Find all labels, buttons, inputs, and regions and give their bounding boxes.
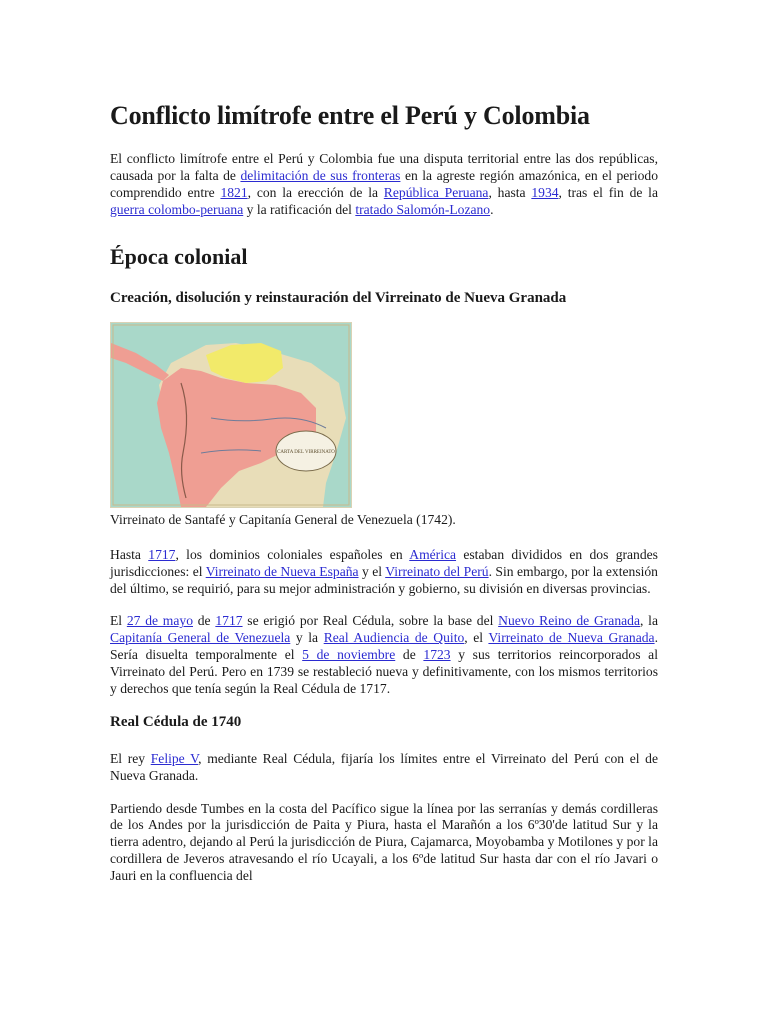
link-virreinato-nueva-granada[interactable]: Virreinato de Nueva Granada [488,630,655,646]
text-run: y el [358,563,386,579]
map-caption: Virreinato de Santafé y Capitanía General de Venezuela (1742). [110,512,456,528]
link-nuevo-reino-de-granada[interactable]: Nuevo Reino de Granada [498,613,641,629]
subsection-heading-real-cedula-1740: Real Cédula de 1740 [110,714,242,731]
text-run: , los dominios coloniales españoles en [175,547,410,563]
text-run: , el [464,630,489,646]
text-run: El conflicto limítrofe entre el Perú y Colombia fue una disputa territorial entre las dos repúblicas, causada por la falta de [110,151,658,183]
link-1934[interactable]: 1934 [531,184,559,200]
link-1723[interactable]: 1723 [423,647,451,663]
page-title: Conflicto limítrofe entre el Perú y Colombia [110,101,590,130]
section-heading-epoca-colonial: Época colonial [110,244,248,270]
text-run: , la [640,613,658,629]
paragraph-27-de-mayo [110,613,658,697]
link-america[interactable]: América [409,547,457,563]
link-1717[interactable]: 1717 [148,547,176,563]
text-run: . Sería disuelta temporalmente el [110,630,658,663]
paragraph-felipe-v [110,751,658,785]
text-run: El [110,613,127,629]
text-run: Hasta [110,547,149,563]
subsection-heading-virreinato: Creación, disolución y reinstauración del Virreinato de Nueva Granada [110,289,567,306]
text-run: , hasta [488,184,532,200]
link-tratado-salomon-lozano[interactable]: tratado Salomón-Lozano [355,201,491,217]
map-figure [110,322,658,529]
text-run: y sus territorios reincorporados al Virreinato del Perú. Pero en 1739 se restableció nueva y definitivamente, con los mismos territorios y derechos que tenía según la Real Cédula de 1717. [110,647,658,696]
link-virreinato-del-peru[interactable]: Virreinato del Perú [385,563,489,579]
paragraph-hasta-1717 [110,547,658,597]
text-run: . [490,201,494,217]
document-page [110,100,658,901]
text-run: en la agreste región amazónica, en el periodo comprendido entre [110,167,658,200]
link-guerra-colombo-peruana[interactable]: guerra colombo-peruana [110,201,244,217]
link-delimitacion[interactable]: delimitación de sus fronteras [240,167,401,183]
text-run: estaban divididos en dos grandes jurisdicciones: el [110,547,658,579]
link-virreinato-nueva-espana[interactable]: Virreinato de Nueva España [205,563,359,579]
text-run: se erigió por Real Cédula, sobre la base del [242,613,499,629]
link-felipe-v[interactable]: Felipe V [150,750,199,766]
link-5-de-noviembre[interactable]: 5 de noviembre [302,647,396,663]
text-run: y la [290,630,324,646]
link-capitania-general-venezuela[interactable]: Capitanía General de Venezuela [110,630,291,646]
text-run: El rey [110,750,151,766]
link-1821[interactable]: 1821 [220,184,248,200]
link-1717-b[interactable]: 1717 [215,613,243,629]
intro-paragraph [110,151,658,218]
text-run: . Sin embargo, por la extensión del último, se requirió, para su mejor administración y gobierno, su división en diversas provincias. [110,563,658,596]
text-run: de [395,647,424,663]
map-cartouche-label: CARTA DEL VIRREINATO [277,450,335,456]
text-run: , con la erección de la [247,184,384,200]
link-republica-peruana[interactable]: República Peruana [383,184,489,200]
text-run: , mediante Real Cédula, fijaría los límites entre el Virreinato del Perú con el de Nueva Granada. [110,750,658,783]
link-27-de-mayo[interactable]: 27 de mayo [126,613,193,629]
historical-map-image [110,322,352,508]
text-run: , tras el fin de la [558,184,658,200]
text-run: y la ratificación del [243,201,356,217]
link-real-audiencia-quito[interactable]: Real Audiencia de Quito [323,630,465,646]
paragraph-partiendo-desde-tumbes: Partiendo desde Tumbes en la costa del Pacífico sigue la línea por las serranías y demás cordilleras de los Andes por la jurisdicción de Paita y Piura, hasta el Marañón a los 6º30'de latitud Sur y la tierra adentro, dejando al Perú la jurisdicción de Piura, Cajamarca, Moyobamba y Motilones y por la cordillera de Jeveros atravesando el río Ucayali, a los 6ºde latitud Sur hasta dar con el río Javari o Jauri en la confluencia del [110,800,658,883]
text-run: de [193,613,216,629]
